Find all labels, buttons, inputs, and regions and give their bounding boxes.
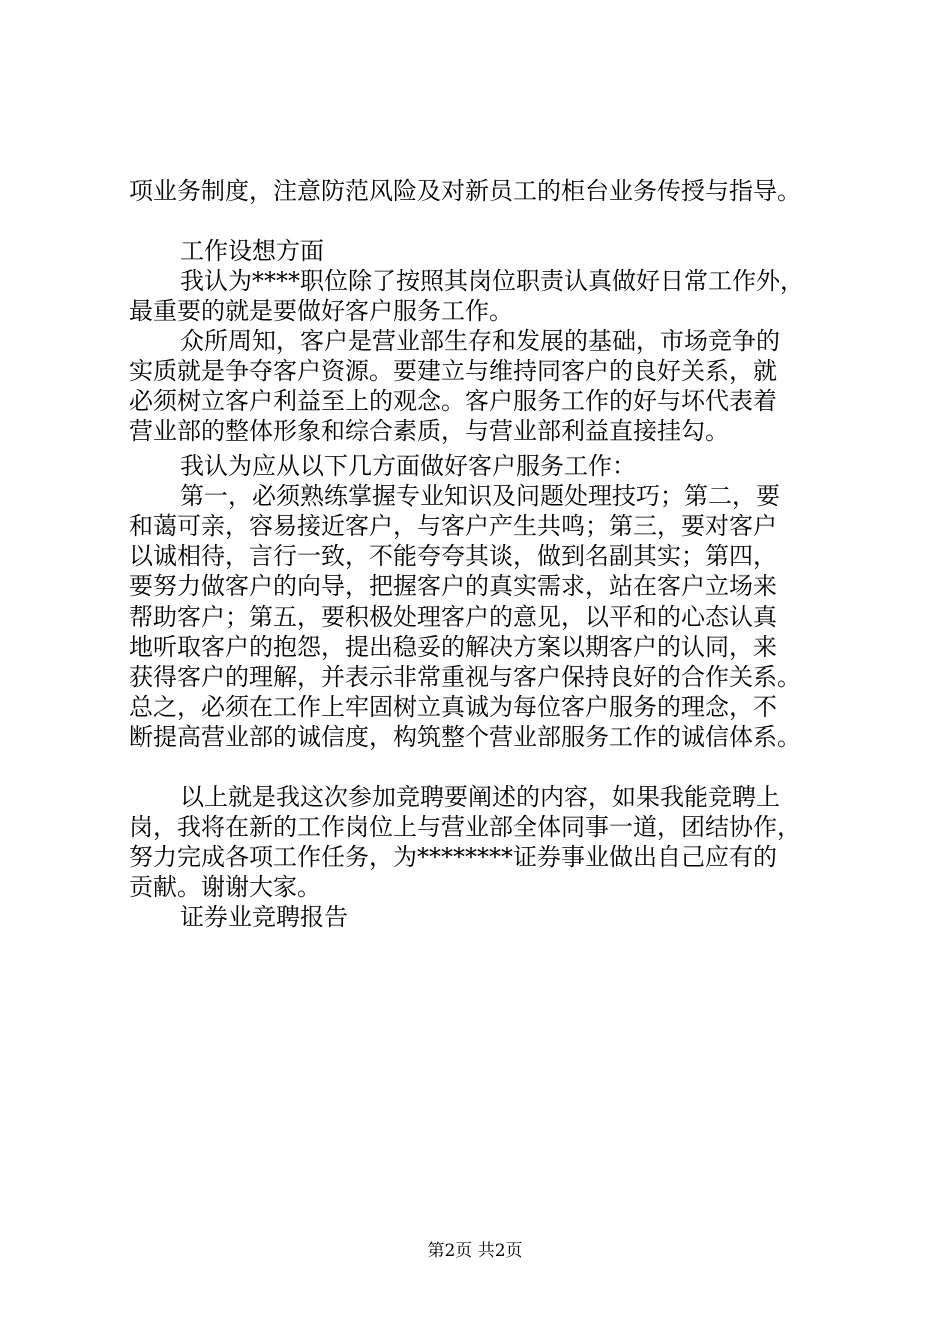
text-line: 营业部的整体形象和综合素质，与营业部利益直接挂勾。 (129, 417, 729, 445)
page-number: 第2页 共2页 (427, 1241, 523, 1261)
text-line: 努力完成各项工作任务，为********证券事业做出自己应有的 (129, 843, 777, 871)
text-line: 总之，必须在工作上牢固树立真诚为每位客户服务的理念，不 (129, 693, 777, 721)
text-line: 必须树立客户利益至上的观念。客户服务工作的好与坏代表着 (129, 387, 777, 415)
text-line: 项业务制度，注意防范风险及对新员工的柜台业务传授与指导。 (129, 177, 801, 205)
text-line: 以上就是我这次参加竞聘要阐述的内容，如果我能竞聘上 (180, 783, 780, 811)
text-line: 最重要的就是要做好客户服务工作。 (129, 297, 513, 325)
section-heading: 工作设想方面 (180, 237, 324, 265)
text-line: 岗，我将在新的工作岗位上与营业部全体同事一道，团结协作， (129, 813, 801, 841)
text-line: 帮助客户；第五，要积极处理客户的意见，以平和的心态认真 (129, 603, 777, 631)
text-line: 实质就是争夺客户资源。要建立与维持同客户的良好关系，就 (129, 357, 777, 385)
text-line: 我认为应从以下几方面做好客户服务工作： (180, 452, 636, 480)
text-line: 获得客户的理解，并表示非常重视与客户保持良好的合作关系。 (129, 663, 801, 691)
text-line: 地听取客户的抱怨，提出稳妥的解决方案以期客户的认同，来 (129, 633, 777, 661)
text-line: 断提高营业部的诚信度，构筑整个营业部服务工作的诚信体系。 (129, 723, 801, 751)
text-line: 要努力做客户的向导，把握客户的真实需求，站在客户立场来 (129, 572, 777, 600)
text-line: 和蔼可亲，容易接近客户，与客户产生共鸣；第三，要对客户 (129, 512, 777, 540)
text-line: 我认为****职位除了按照其岗位职责认真做好日常工作外， (180, 267, 804, 295)
text-line: 第一，必须熟练掌握专业知识及问题处理技巧；第二，要 (180, 482, 780, 510)
text-line: 以诚相待，言行一致，不能夸夸其谈，做到名副其实；第四， (129, 542, 777, 570)
text-line: 众所周知，客户是营业部生存和发展的基础，市场竞争的 (180, 327, 780, 355)
text-line: 贡献。谢谢大家。 (129, 873, 321, 901)
document-title-footer: 证券业竞聘报告 (180, 903, 348, 931)
